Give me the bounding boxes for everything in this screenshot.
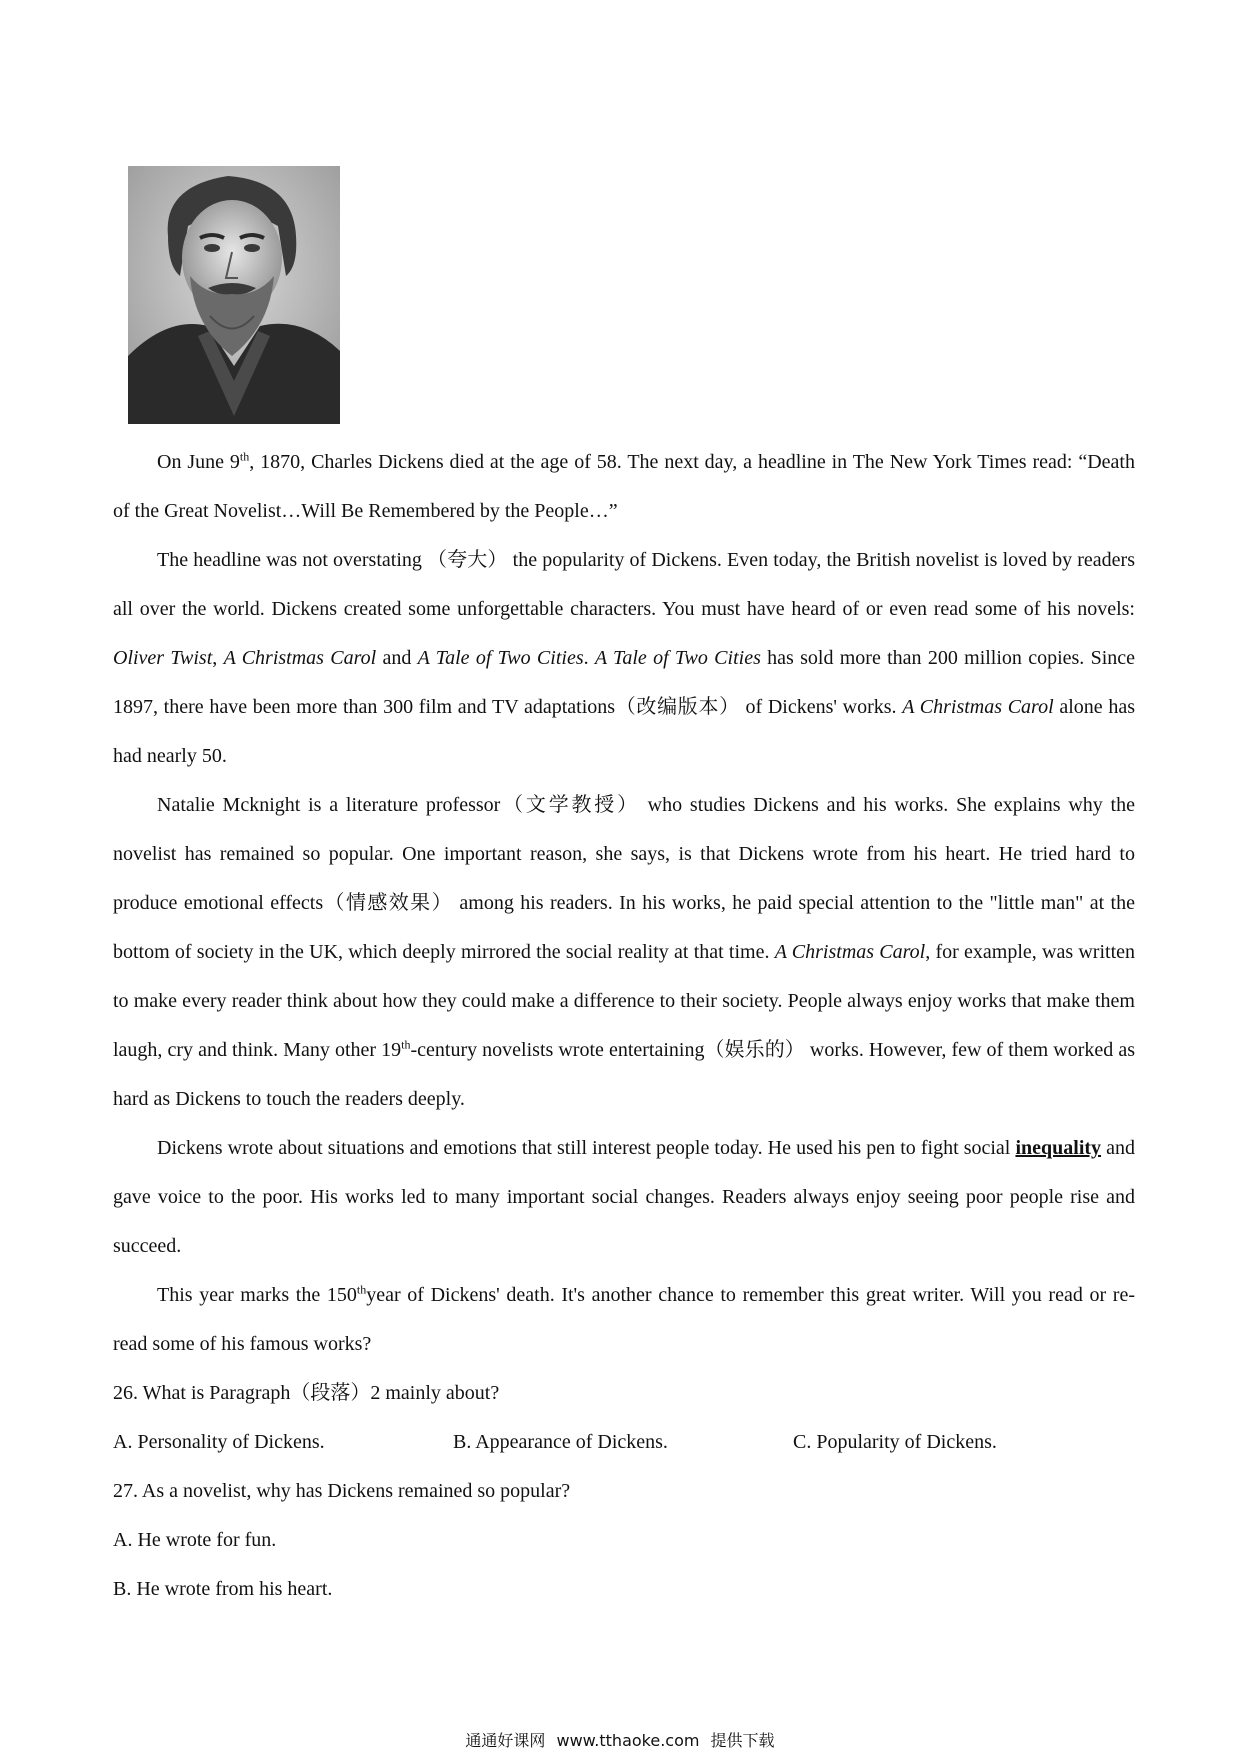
- superscript-th: th: [356, 1282, 367, 1297]
- paragraph-4: [113, 1124, 1135, 1271]
- title-tale-of-two-cities: A Tale of Two Cities: [417, 647, 584, 669]
- question-26-option-b[interactable]: B. Appearance of Dickens.: [453, 1431, 668, 1453]
- title-christmas-carol: A Christmas Carol: [902, 696, 1054, 718]
- title-christmas-carol: A Christmas Carol: [774, 941, 926, 963]
- paragraph-2-text-e: has sold more than 200 million copies. Since 1897, there have been more than 300 film and TV adaptations（改编版本） of Dickens' works.: [113, 647, 1136, 718]
- superscript-th: th: [401, 1037, 411, 1052]
- question-26-options: [113, 1418, 1135, 1467]
- superscript-th: th: [239, 449, 250, 464]
- paragraph-4-text-b: and gave voice to the poor. His works led to many important social changes. Readers always enjoy seeing poor people rise and succeed.: [113, 1137, 1135, 1257]
- title-oliver-twist: Oliver Twist: [113, 647, 213, 669]
- paragraph-1: [113, 438, 1135, 536]
- paragraph-3-text-a: Natalie Mcknight is a literature professor（文学教授） who studies Dickens and his works. She explains why the novelist has remained so popular. One important reason, she says, is that Dickens wrote from his heart. He tried hard to produce emotional effects（情感效果） among his readers. In his works, he paid special attention to the "little man" at the bottom of society in the UK, which deeply mirrored the social reality at that time.: [113, 794, 1135, 963]
- paragraph-2-text-f: alone has had nearly 50.: [113, 696, 1135, 767]
- question-27-option-a[interactable]: A. He wrote for fun.: [113, 1529, 277, 1551]
- portrait-image: [128, 166, 340, 424]
- paragraph-2-text-d: .: [583, 647, 595, 669]
- portrait-engraving: [128, 166, 340, 424]
- article-body: [113, 438, 1135, 1614]
- paragraph-2: [113, 536, 1135, 781]
- highlighted-word-inequality: inequality: [1015, 1137, 1102, 1159]
- paragraph-2-text-a: The headline was not overstating （夸大） the popularity of Dickens. Even today, the British novelist is loved by readers all over the world. Dickens created some unforgettable characters. You must have heard of or even read some of his novels:: [113, 549, 1135, 620]
- paragraph-1-text-b: , 1870, Charles Dickens died at the age of 58. The next day, a headline in The New York Times read: “Death of the Great Novelist…Will Be Remembered by the People…”: [113, 451, 1135, 522]
- question-26-stem: 26. What is Paragraph（段落）2 mainly about?: [113, 1382, 500, 1404]
- paragraph-5-text-a: This year marks the 150: [157, 1284, 357, 1306]
- paragraph-3-text-c: -century novelists wrote entertaining（娱乐的） works. However, few of them worked as hard as Dickens to touch the readers deeply.: [113, 1039, 1135, 1110]
- question-26-option-a[interactable]: A. Personality of Dickens.: [113, 1431, 325, 1453]
- paragraph-3: [113, 781, 1135, 1124]
- paragraph-5-text-b: year of Dickens' death. It's another chance to remember this great writer. Will you read or re-read some of his famous works?: [113, 1284, 1135, 1355]
- paragraph-5: [113, 1271, 1135, 1369]
- question-27-option-b[interactable]: B. He wrote from his heart.: [113, 1578, 333, 1600]
- question-26-option-c[interactable]: C. Popularity of Dickens.: [793, 1431, 997, 1453]
- title-christmas-carol: A Christmas Carol: [223, 647, 377, 669]
- page-footer: 通通好课网 www.tthaoke.com 提供下载: [465, 1731, 775, 1750]
- paragraph-2-text-b: ,: [212, 647, 224, 669]
- paragraph-2-text-c: and: [376, 647, 418, 669]
- title-tale-of-two-cities: A Tale of Two Cities: [594, 647, 761, 669]
- paragraph-3-text-b: , for example, was written to make every reader think about how they could make a difference to their society. People always enjoy works that make them laugh, cry and think. Many other 19: [113, 941, 1135, 1061]
- question-27-stem: 27. As a novelist, why has Dickens remained so popular?: [113, 1480, 571, 1502]
- paragraph-4-text-a: Dickens wrote about situations and emotions that still interest people today. He used his pen to fight social: [157, 1137, 1016, 1159]
- paragraph-1-text-a: On June 9: [157, 451, 240, 473]
